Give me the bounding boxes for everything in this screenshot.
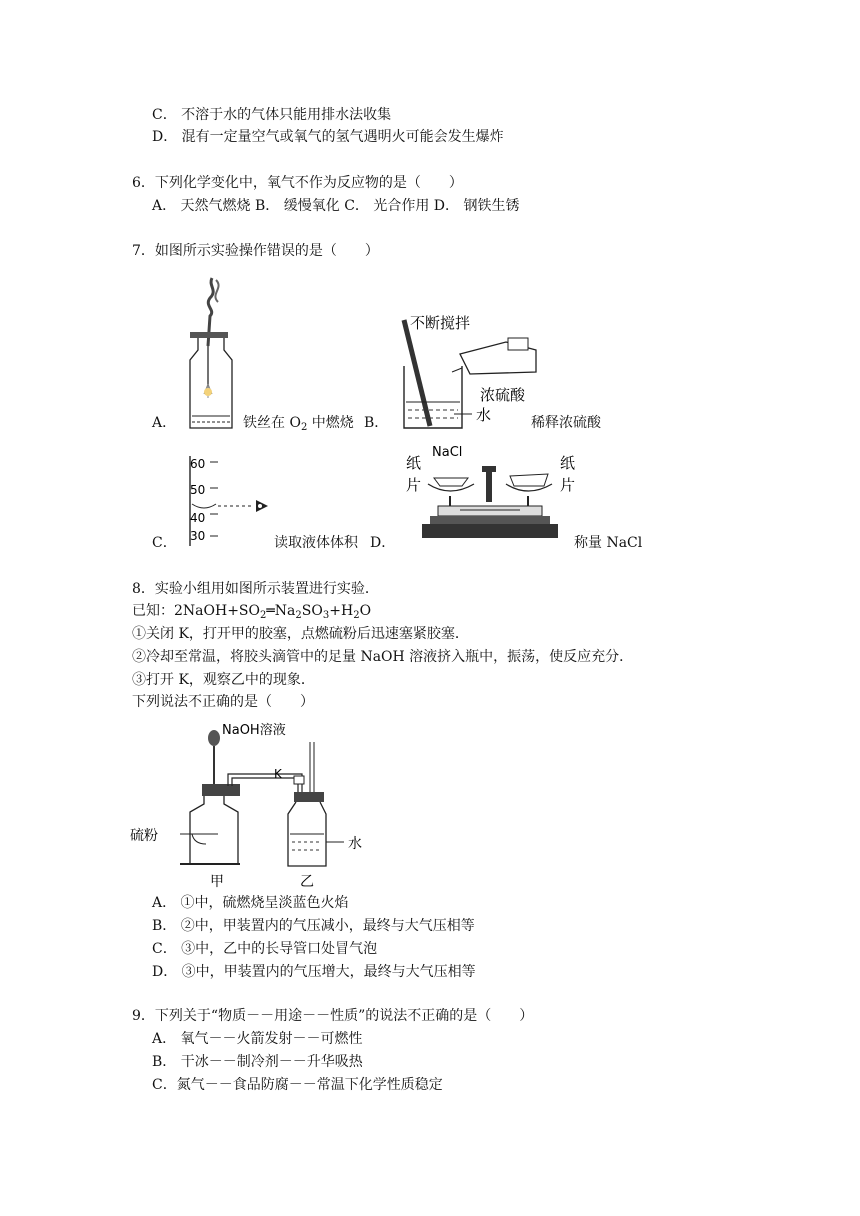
q8-option-d: D． ③中，甲装置内的气压增大，最终与大气压相等 [152, 964, 476, 980]
q8-ask: 下列说法不正确的是（ ） [132, 694, 314, 710]
tick-40: 40 [190, 511, 206, 525]
q7-option-b-letter: B． [364, 415, 389, 431]
acid-label: 浓硫酸 [480, 386, 526, 404]
nacl-label: NaCl [432, 445, 463, 460]
q7-option-d-caption: 称量 NaCl [574, 535, 643, 551]
q8-step-3: ③打开 K，观察乙中的现象． [132, 672, 315, 688]
stir-label: 不断搅拌 [410, 314, 471, 332]
q7-option-c-caption: 读取液体体积 [274, 535, 358, 551]
q9-option-c: C．氮气－－食品防腐－－常温下化学性质稳定 [152, 1077, 443, 1093]
water-label: 水 [476, 406, 492, 424]
sulfur-label: 硫粉 [130, 828, 158, 844]
q7-option-a-caption: 铁丝在 $O_2$ 中燃烧 [243, 415, 354, 433]
flask-yi-label: 乙 [300, 874, 314, 890]
naoh-label: NaOH溶液 [222, 723, 286, 738]
graduated-cylinder-figure [184, 452, 280, 548]
valve-k-label: K [274, 767, 282, 781]
q9-option-a: A． 氧气－－火箭发射－－可燃性 [152, 1031, 363, 1047]
q8-option-b: B． ②中，甲装置内的气压减小，最终与大气压相等 [152, 918, 475, 934]
q8-step-2: ②冷却至常温，将胶头滴管中的足量 NaOH 溶液挤入瓶中，振荡，使反应充分． [132, 649, 634, 665]
q5-option-c: C． 不溶于水的气体只能用排水法收集 [152, 107, 392, 123]
q7-option-b-caption: 稀释浓硫酸 [531, 415, 601, 431]
q9-option-b: B． 干冰－－制冷剂－－升华吸热 [152, 1054, 363, 1070]
q8-option-a: A． ①中，硫燃烧呈淡蓝色火焰 [152, 895, 349, 911]
balance-weighing-figure [402, 440, 582, 550]
flask-jia-label: 甲 [210, 874, 224, 890]
q7-option-a-letter: A． [152, 415, 177, 431]
q7-stem: 7．如图所示实验操作错误的是（ ） [132, 243, 379, 259]
q7-option-d-letter: D． [370, 535, 396, 551]
q5-option-d: D． 混有一定量空气或氧气的氢气遇明火可能会发生爆炸 [152, 129, 504, 145]
sulfur-naoh-apparatus-figure [130, 716, 380, 890]
tick-30: 30 [190, 529, 206, 543]
paper-left-label-2: 片 [406, 476, 422, 494]
paper-right-label-2: 片 [560, 476, 576, 494]
q9-stem: 9．下列关于“物质－－用途－－性质”的说法不正确的是（ ） [132, 1008, 534, 1024]
q6-options: A． 天然气燃烧 B． 缓慢氧化 C． 光合作用 D． 钢铁生锈 [152, 198, 520, 214]
q7-option-c-letter: C． [152, 535, 177, 551]
iron-wire-burning-figure [180, 276, 240, 432]
tick-60: 60 [190, 457, 206, 471]
q8-stem: 8．实验小组用如图所示装置进行实验． [132, 581, 379, 597]
paper-right-label-1: 纸 [560, 454, 576, 472]
q8-option-c: C． ③中，乙中的长导管口处冒气泡 [152, 941, 378, 957]
q6-stem: 6．下列化学变化中，氧气不作为反应物的是（ ） [132, 175, 463, 191]
paper-left-label-1: 纸 [406, 454, 422, 472]
tick-50: 50 [190, 483, 206, 497]
q8-known-equation: 已知：$2NaOH+SO_2═Na_2SO_3+H_2O$ [132, 603, 372, 621]
water-label-q8: 水 [348, 836, 362, 852]
q8-step-1: ①关闭 K，打开甲的胶塞，点燃硫粉后迅速塞紧胶塞． [132, 626, 469, 642]
